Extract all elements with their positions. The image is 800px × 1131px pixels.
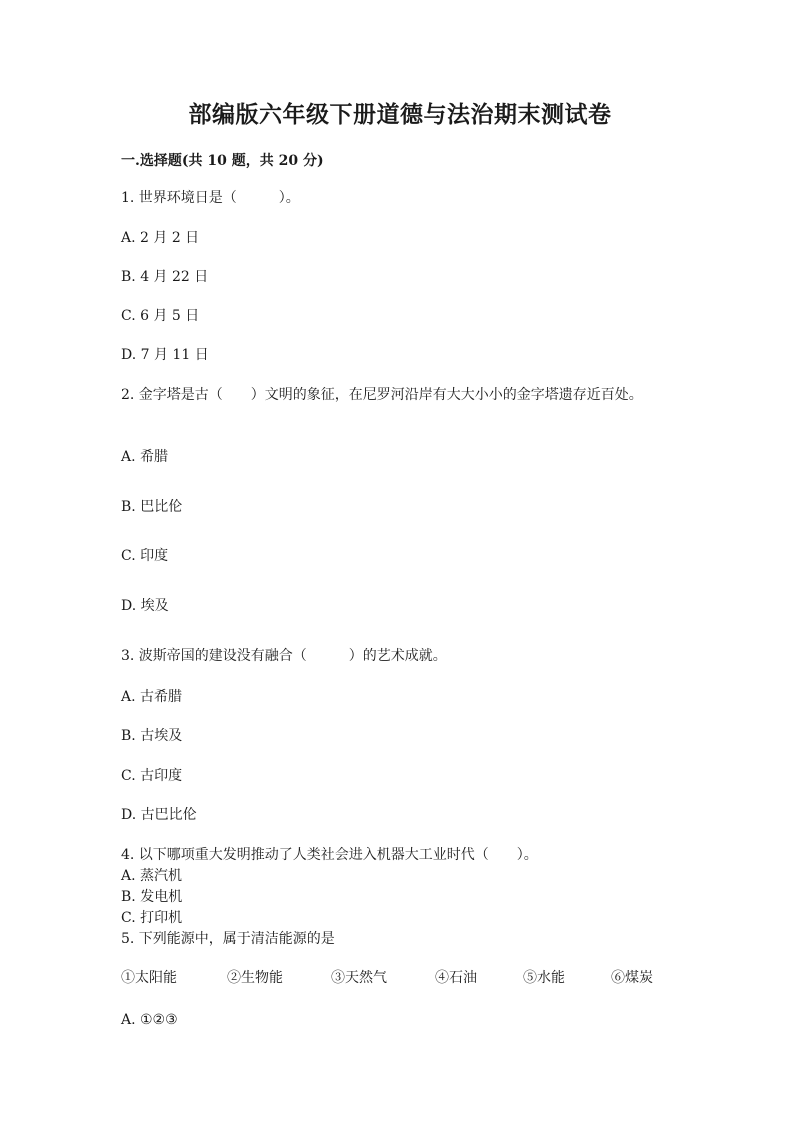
question-5-option-a: A. ①②③ xyxy=(121,1012,178,1028)
question-1-option-a: A. 2 月 2 日 xyxy=(121,230,200,246)
question-2-option-b: B. 巴比伦 xyxy=(121,499,183,515)
page-title: 部编版六年级下册道德与法治期末测试卷 xyxy=(188,101,612,128)
question-4-option-c: C. 打印机 xyxy=(121,910,183,926)
question-3-stem: 3. 波斯帝国的建设没有融合（ ）的艺术成就。 xyxy=(121,648,447,664)
question-4-option-a: A. 蒸汽机 xyxy=(121,868,183,884)
question-1-option-b: B. 4 月 22 日 xyxy=(121,269,209,285)
source-item: ⑤水能 xyxy=(523,970,565,986)
question-4-stem: 4. 以下哪项重大发明推动了人类社会进入机器大工业时代（ ）。 xyxy=(121,847,538,863)
source-item: ⑥煤炭 xyxy=(611,970,653,986)
question-1-option-d: D. 7 月 11 日 xyxy=(121,347,209,363)
question-1-option-c: C. 6 月 5 日 xyxy=(121,308,200,324)
source-item: ①太阳能 xyxy=(121,970,177,986)
question-1-stem: 1. 世界环境日是（ ）。 xyxy=(121,190,300,206)
question-3-option-c: C. 古印度 xyxy=(121,768,183,784)
question-5-sources xyxy=(121,968,681,988)
question-2-option-d: D. 埃及 xyxy=(121,598,169,614)
source-item: ④石油 xyxy=(435,970,477,986)
question-2-option-a: A. 希腊 xyxy=(121,449,169,465)
source-item: ②生物能 xyxy=(227,970,283,986)
question-3-option-a: A. 古希腊 xyxy=(121,689,183,705)
question-2-stem: 2. 金字塔是古（ ）文明的象征，在尼罗河沿岸有大大小小的金字塔遗存近百处。 xyxy=(121,387,643,403)
source-item: ③天然气 xyxy=(331,970,387,986)
question-3-option-b: B. 古埃及 xyxy=(121,728,183,744)
question-2-option-c: C. 印度 xyxy=(121,548,169,564)
question-4-option-b: B. 发电机 xyxy=(121,889,183,905)
section-title: 一.选择题(共 10 题，共 20 分) xyxy=(121,153,324,169)
question-5-stem: 5. 下列能源中，属于清洁能源的是 xyxy=(121,931,335,947)
question-3-option-d: D. 古巴比伦 xyxy=(121,807,197,823)
